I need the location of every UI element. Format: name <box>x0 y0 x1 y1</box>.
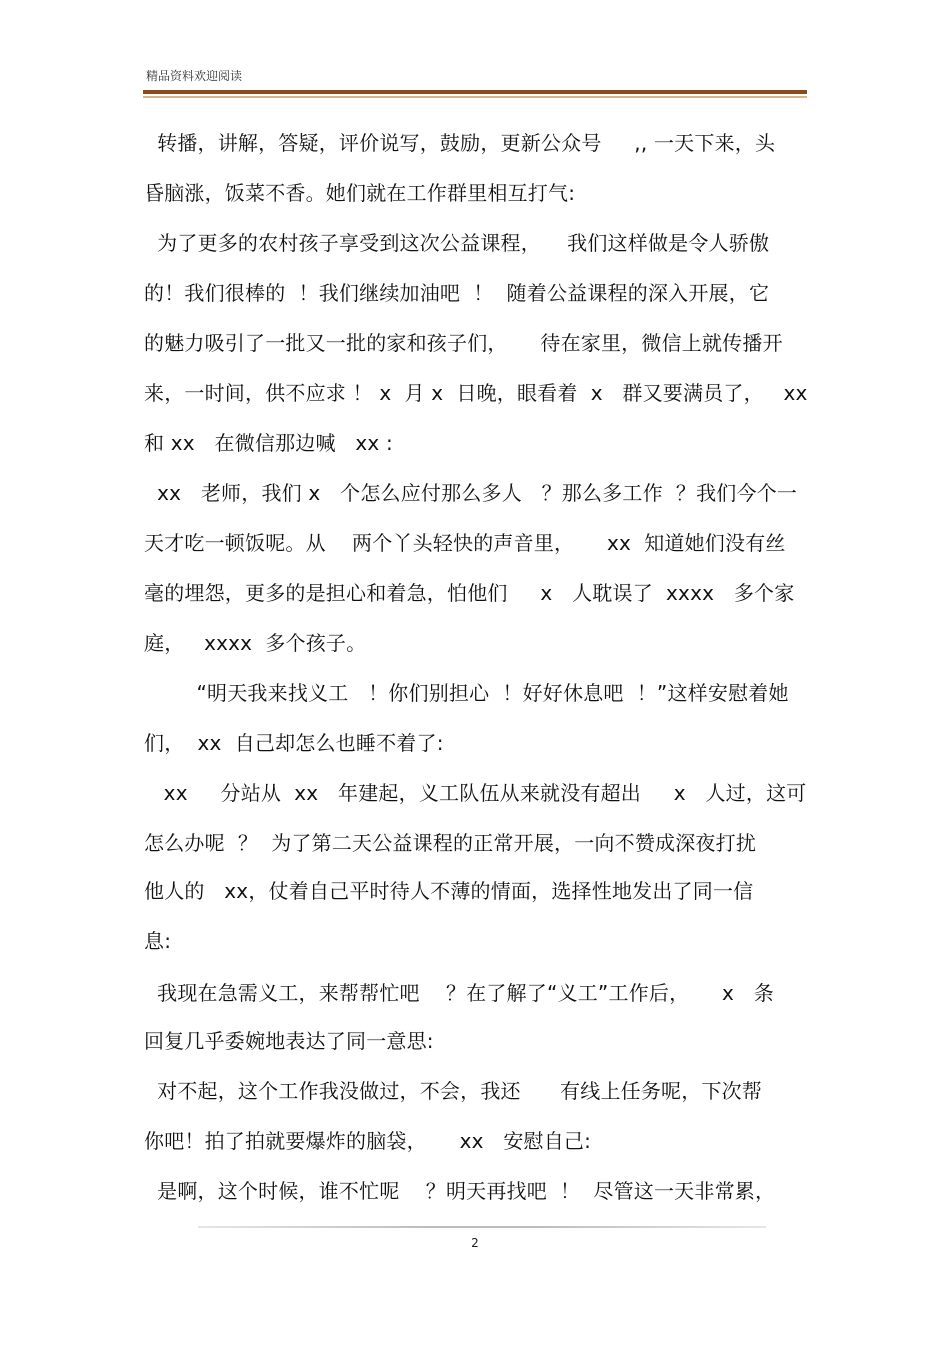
body-text-line: 和 xx 在微信那边喊 xx : <box>144 431 393 455</box>
header-rule-dark <box>143 90 807 94</box>
body-text-line: 的魅力吸引了一批又一批的家和孩子们， 待在家里，微信上就传播开 <box>144 331 783 355</box>
body-text-line: 他人的 xx，仗着自己平时待人不薄的情面，选择性地发出了同一信 <box>144 879 754 903</box>
body-text-line: 怎么办呢 ？ 为了第二天公益课程的正常开展，一向不赞成深夜打扰 <box>144 831 757 855</box>
body-text-line: 是啊，这个时候，谁不忙呢 ？明天再找吧 ！ 尽管这一天非常累， <box>144 1179 776 1203</box>
body-text-line: xx 老师，我们 x 个怎么应付那么多人 ？那么多工作 ？我们今个一 <box>144 481 798 505</box>
body-text-line: 对不起，这个工作我没做过，不会，我还 有线上任务呢，下次帮 <box>144 1079 763 1103</box>
header-rule-light <box>143 96 807 98</box>
body-text-line: 来，一时间，供不应求 ！ x 月 x 日晚，眼看着 x 群又要满员了， xx <box>144 381 808 405</box>
body-text-line: 转播，讲解，答疑，评价说写，鼓励，更新公众号 ,, 一天下来，头 <box>144 131 776 155</box>
body-text-line: 的！我们很棒的 ！我们继续加油吧 ！ 随着公益课程的深入开展，它 <box>144 281 770 305</box>
page-header-title: 精品资料欢迎阅读 <box>146 69 243 83</box>
body-text-line: 息: <box>144 929 172 953</box>
body-text-line: 为了更多的农村孩子享受到这次公益课程， 我们这样做是令人骄傲 <box>144 231 770 255</box>
footer-rule <box>198 1226 766 1228</box>
body-text-line: xx 分站从 xx 年建起，义工队伍从来就没有超出 x 人过，这可 <box>144 781 807 805</box>
body-text-line: 天才吃一顿饭呢。从 两个丫头轻快的声音里， xx 知道她们没有丝 <box>144 531 786 555</box>
body-text-line: 回复几乎委婉地表达了同一意思: <box>144 1029 434 1053</box>
body-text-line: 们， xx 自己却怎么也睡不着了: <box>144 731 444 755</box>
body-text-line: 我现在急需义工，来帮帮忙吧 ？在了解了“义工”工作后， x 条 <box>144 981 774 1005</box>
body-text-line: 毫的埋怨，更多的是担心和着急，怕他们 x 人耽误了 xxxx 多个家 <box>144 581 795 605</box>
body-text-line: 你吧！拍了拍就要爆炸的脑袋， xx 安慰自己: <box>144 1129 592 1153</box>
body-text-line: 昏脑涨，饭菜不香。她们就在工作群里相互打气: <box>144 181 576 205</box>
body-text-line: 庭， xxxx 多个孩子。 <box>144 631 367 655</box>
body-text-line: “明天我来找义工 ！你们别担心 ！好好休息吧 ！”这样安慰着她 <box>144 681 789 705</box>
page-number: 2 <box>471 1236 479 1250</box>
